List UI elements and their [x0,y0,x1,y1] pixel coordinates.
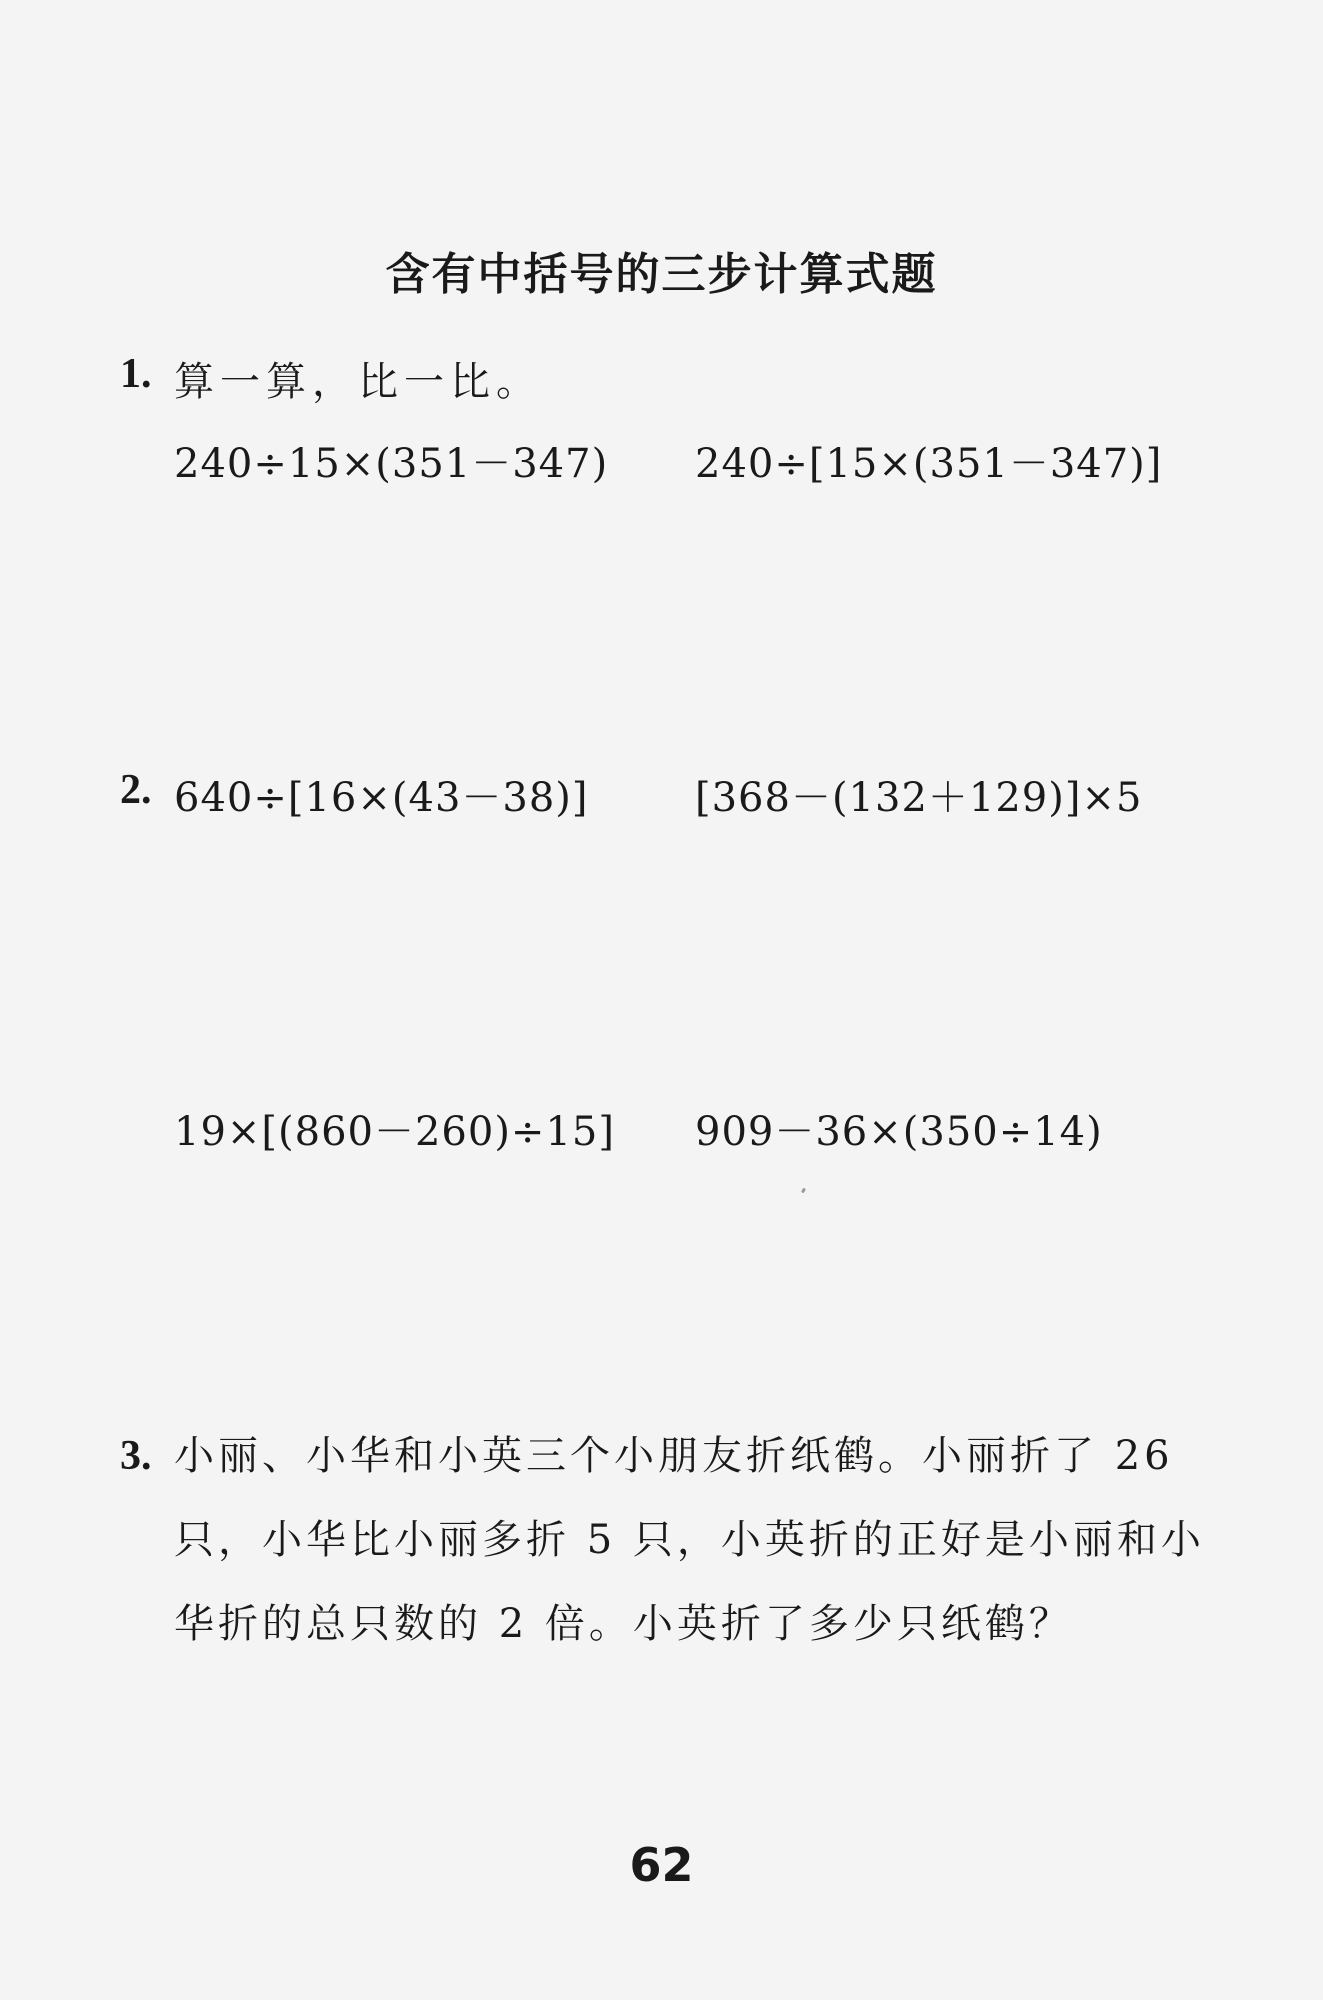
question-3-text-line-1: 小丽、小华和小英三个小朋友折纸鹤。小丽折了 26 [174,1433,1174,1479]
question-1-number: 1. [120,351,152,397]
scan-speck [801,1188,806,1194]
question-1-instruction: 算一算，比一比。 [174,359,542,405]
question-2-number: 2. [120,767,152,813]
question-3-text-line-2: 只，小华比小丽多折 5 只，小英折的正好是小丽和小 [174,1517,1205,1563]
question-3-text-line-3: 华折的总只数的 2 倍。小英折了多少只纸鹤？ [174,1601,1073,1647]
question-1-expression-b: 240÷[15×(351－347)] [695,441,1163,487]
question-2-expression-c: 19×[(860－260)÷15] [174,1109,615,1155]
question-2-expression-d: 909－36×(350÷14) [695,1109,1103,1155]
question-2-expression-b: [368－(132＋129)]×5 [695,775,1143,821]
page-title: 含有中括号的三步计算式题 [385,249,938,300]
question-2-expression-a: 640÷[16×(43－38)] [174,775,589,821]
question-3-number: 3. [120,1433,152,1479]
question-1-expression-a: 240÷15×(351－347) [174,441,609,487]
page-number: 62 [629,1838,694,1892]
